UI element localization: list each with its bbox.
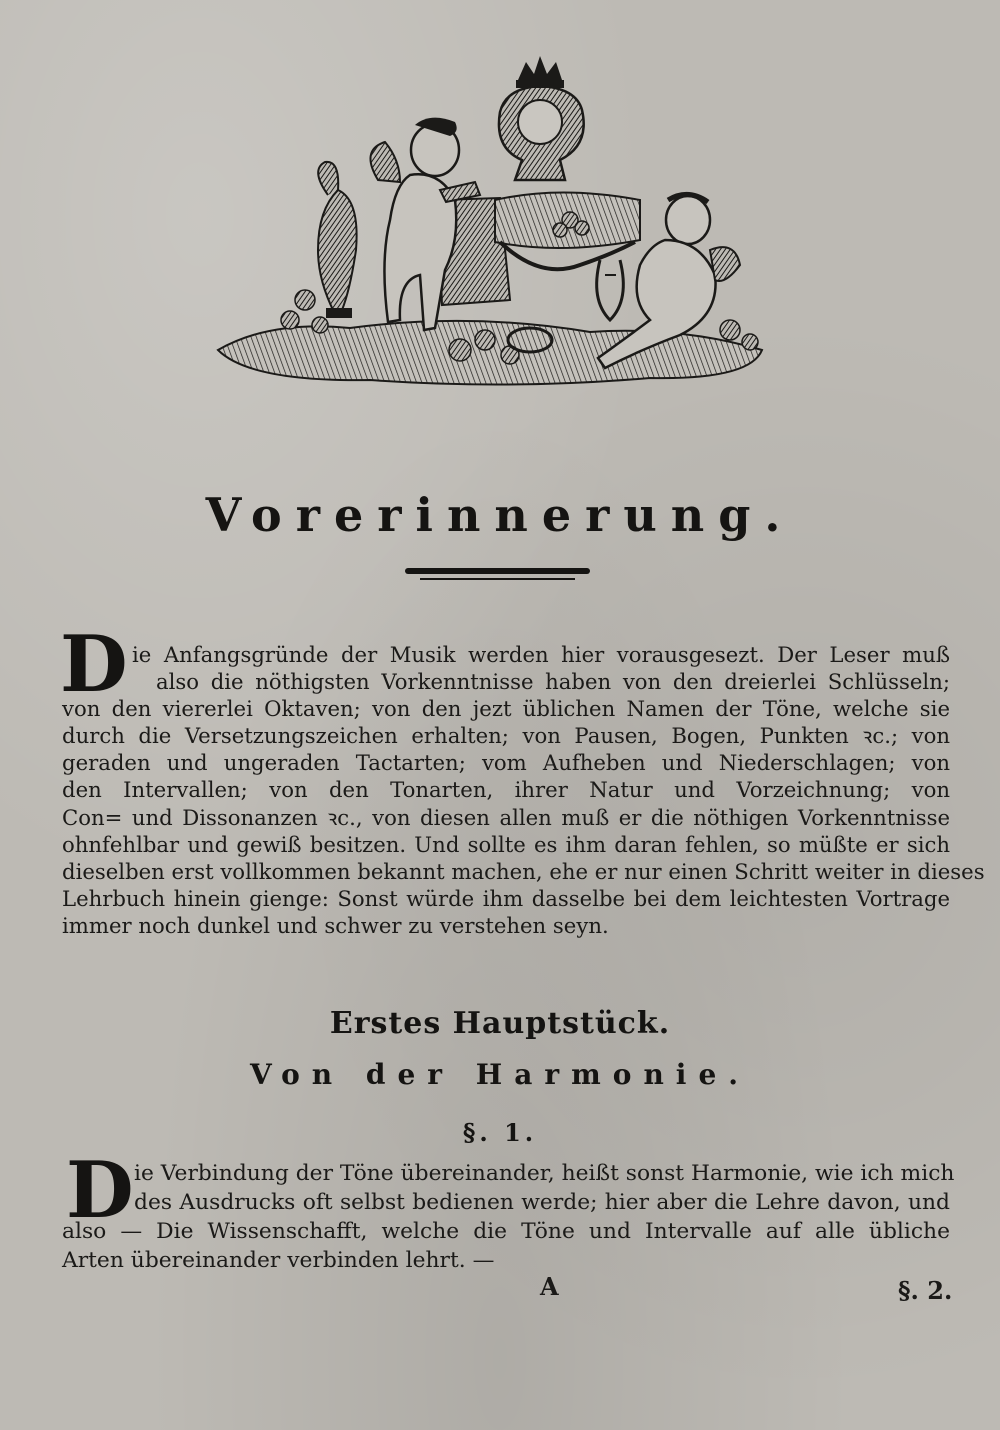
section-line: also — Die Wissenschafft, welche die Töne und Intervalle auf alle übliche (62, 1219, 950, 1244)
chapter-heading: Erstes Hauptstück. (329, 1006, 671, 1041)
section-line: ie Verbindung der Töne übereinander, heißt sonst Harmonie, wie ich mich (134, 1161, 955, 1186)
intro-line: ohnfehlbar und gewiß besitzen. Und sollte es ihm daran fehlen, so müßte er sich (62, 831, 950, 857)
section-paragraph (62, 1159, 955, 1275)
section-line: des Ausdrucks oft selbst bedienen werde; hier aber die Lehre davon, und (134, 1190, 950, 1215)
catchword: §. 2. (898, 1276, 953, 1305)
intro-line: von den viererlei Oktaven; von den jezt üblichen Namen der Töne, welche sie (62, 696, 950, 722)
section-dropcap: D (66, 1145, 134, 1236)
page-heading: Vorerinnerung. (205, 488, 795, 542)
intro-line: den Intervallen; von den Tonarten, ihrer Natur und Vorzeichnung; von (62, 777, 950, 803)
vignette-engraving (210, 50, 770, 390)
intro-line: dieselben erst vollkommen bekannt machen, ehe er nur einen Schritt weiter in dieses (62, 858, 985, 884)
intro-line: durch die Versetzungszeichen erhalten; von Pausen, Bogen, Punkten ꝛc.; von (62, 723, 950, 749)
intro-line: ie Anfangsgründe der Musik werden hier vorausgesezt. Der Leser muß (132, 642, 950, 667)
intro-line: Lehrbuch hinein gienge: Sonst würde ihm dasselbe bei dem leichtesten Vortrage (62, 885, 950, 911)
intro-dropcap: D (60, 619, 128, 710)
intro-line: Con= und Dissonanzen ꝛc., von diesen allen muß er die nöthigen Vorkenntnisse (62, 804, 950, 830)
section-line: Arten übereinander verbinden lehrt. — (62, 1248, 495, 1273)
intro-line: geraden und ungeraden Tactarten; vom Aufheben und Niederschlagen; von (62, 750, 950, 776)
intro-paragraph (62, 641, 985, 939)
heading-rule (405, 568, 590, 574)
section-title: Von der Harmonie. (249, 1058, 751, 1091)
intro-line: also die nöthigsten Vorkenntnisse haben von den dreierlei Schlüsseln; (156, 669, 950, 695)
signature-mark: A (540, 1272, 559, 1301)
paragraph-mark: §. 1. (462, 1118, 538, 1147)
heading-rule-thin (420, 578, 575, 580)
intro-line: immer noch dunkel und schwer zu verstehen seyn. (62, 912, 609, 938)
